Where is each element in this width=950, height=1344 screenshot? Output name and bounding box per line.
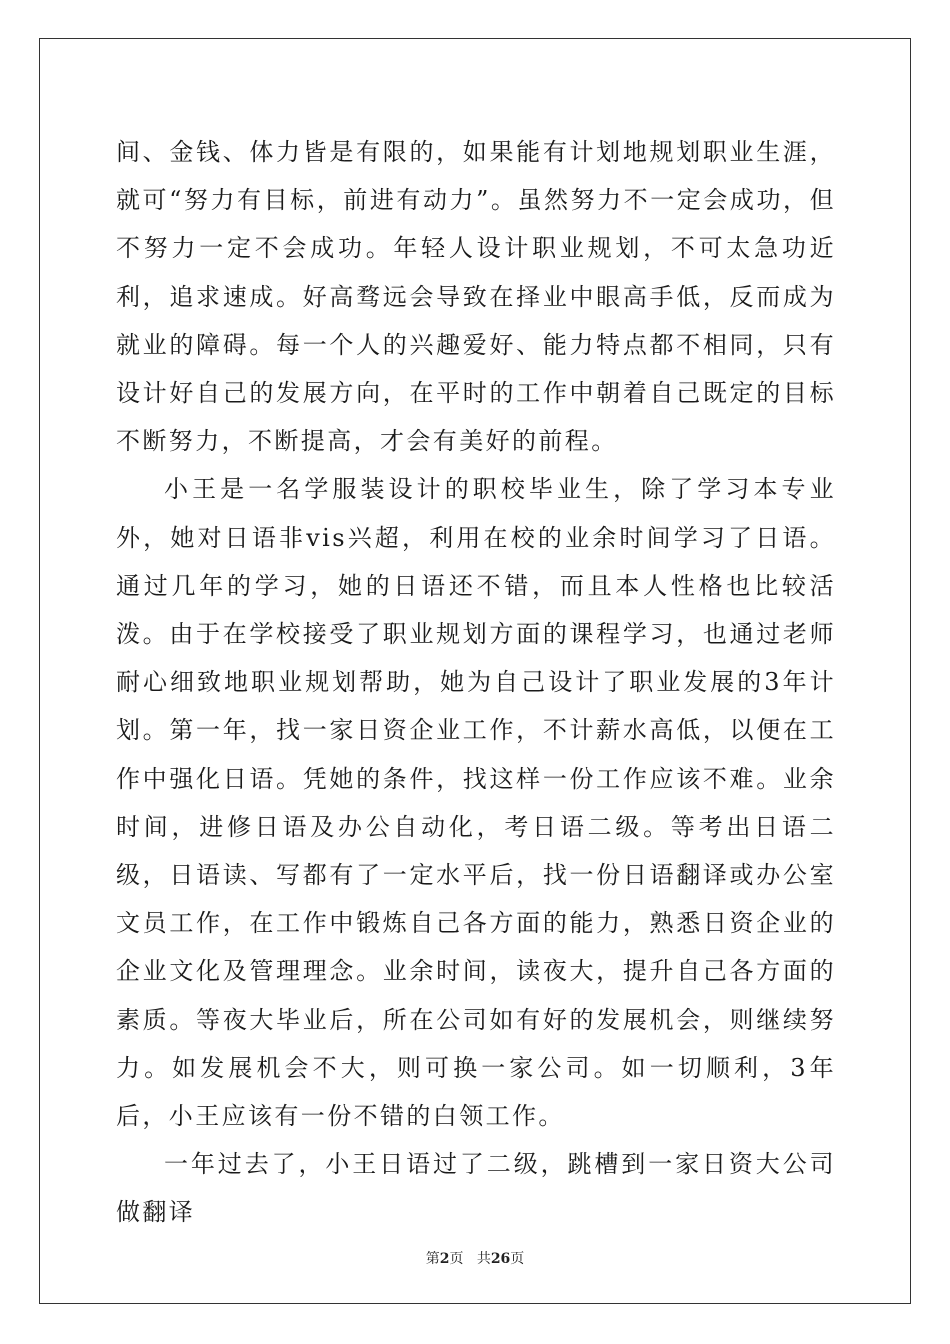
page-prefix: 第 bbox=[425, 1251, 440, 1267]
page-footer bbox=[0, 1248, 950, 1268]
total-pages: 26 bbox=[490, 1251, 511, 1267]
total-prefix: 共 bbox=[476, 1251, 491, 1267]
paragraph-2: 小王是一名学服装设计的职校毕业生，除了学习本专业外，她对日语非vis兴超，利用在校的业余时间学习了日语。通过几年的学习，她的日语还不错，而且本人性格也比较活泼。由于在学校接受了职业规划方面的课程学习，也通过老师耐心细致地职业规划帮助，她为自己设计了职业发展的3年计划。第一年，找一家日资企业工作，不计薪水高低，以便在工作中强化日语。凭她的条件，找这样一份工作应该不难。业余时间，进修日语及办公自动化，考日语二级。等考出日语二级，日语读、写都有了一定水平后，找一份日语翻译或办公室文员工作，在工作中锻炼自己各方面的能力，熟悉日资企业的企业文化及管理理念。业余时间，读夜大，提升自己各方面的素质。等夜大毕业后，所在公司如有好的发展机会，则继续努力。如发展机会不大，则可换一家公司。如一切顺利，3年后，小王应该有一份不错的白领工作。 bbox=[116, 475, 836, 1131]
total-suffix: 页 bbox=[510, 1251, 525, 1267]
page-suffix: 页 bbox=[449, 1251, 464, 1267]
page-number: 2 bbox=[439, 1251, 450, 1267]
paragraph-3: 一年过去了，小王日语过了二级，跳槽到一家日资大公司做翻译 bbox=[116, 1150, 836, 1227]
paragraph-1: 间、金钱、体力皆是有限的，如果能有计划地规划职业生涯，就可“努力有目标，前进有动力”。虽然努力不一定会成功，但不努力一定不会成功。年轻人设计职业规划，不可太急功近利，追求速成。好高骛远会导致在择业中眼高手低，反而成为就业的障碍。每一个人的兴趣爱好、能力特点都不相同，只有设计好自己的发展方向，在平时的工作中朝着自己既定的目标不断努力，不断提高，才会有美好的前程。 bbox=[116, 138, 836, 456]
document-body bbox=[116, 128, 836, 1237]
